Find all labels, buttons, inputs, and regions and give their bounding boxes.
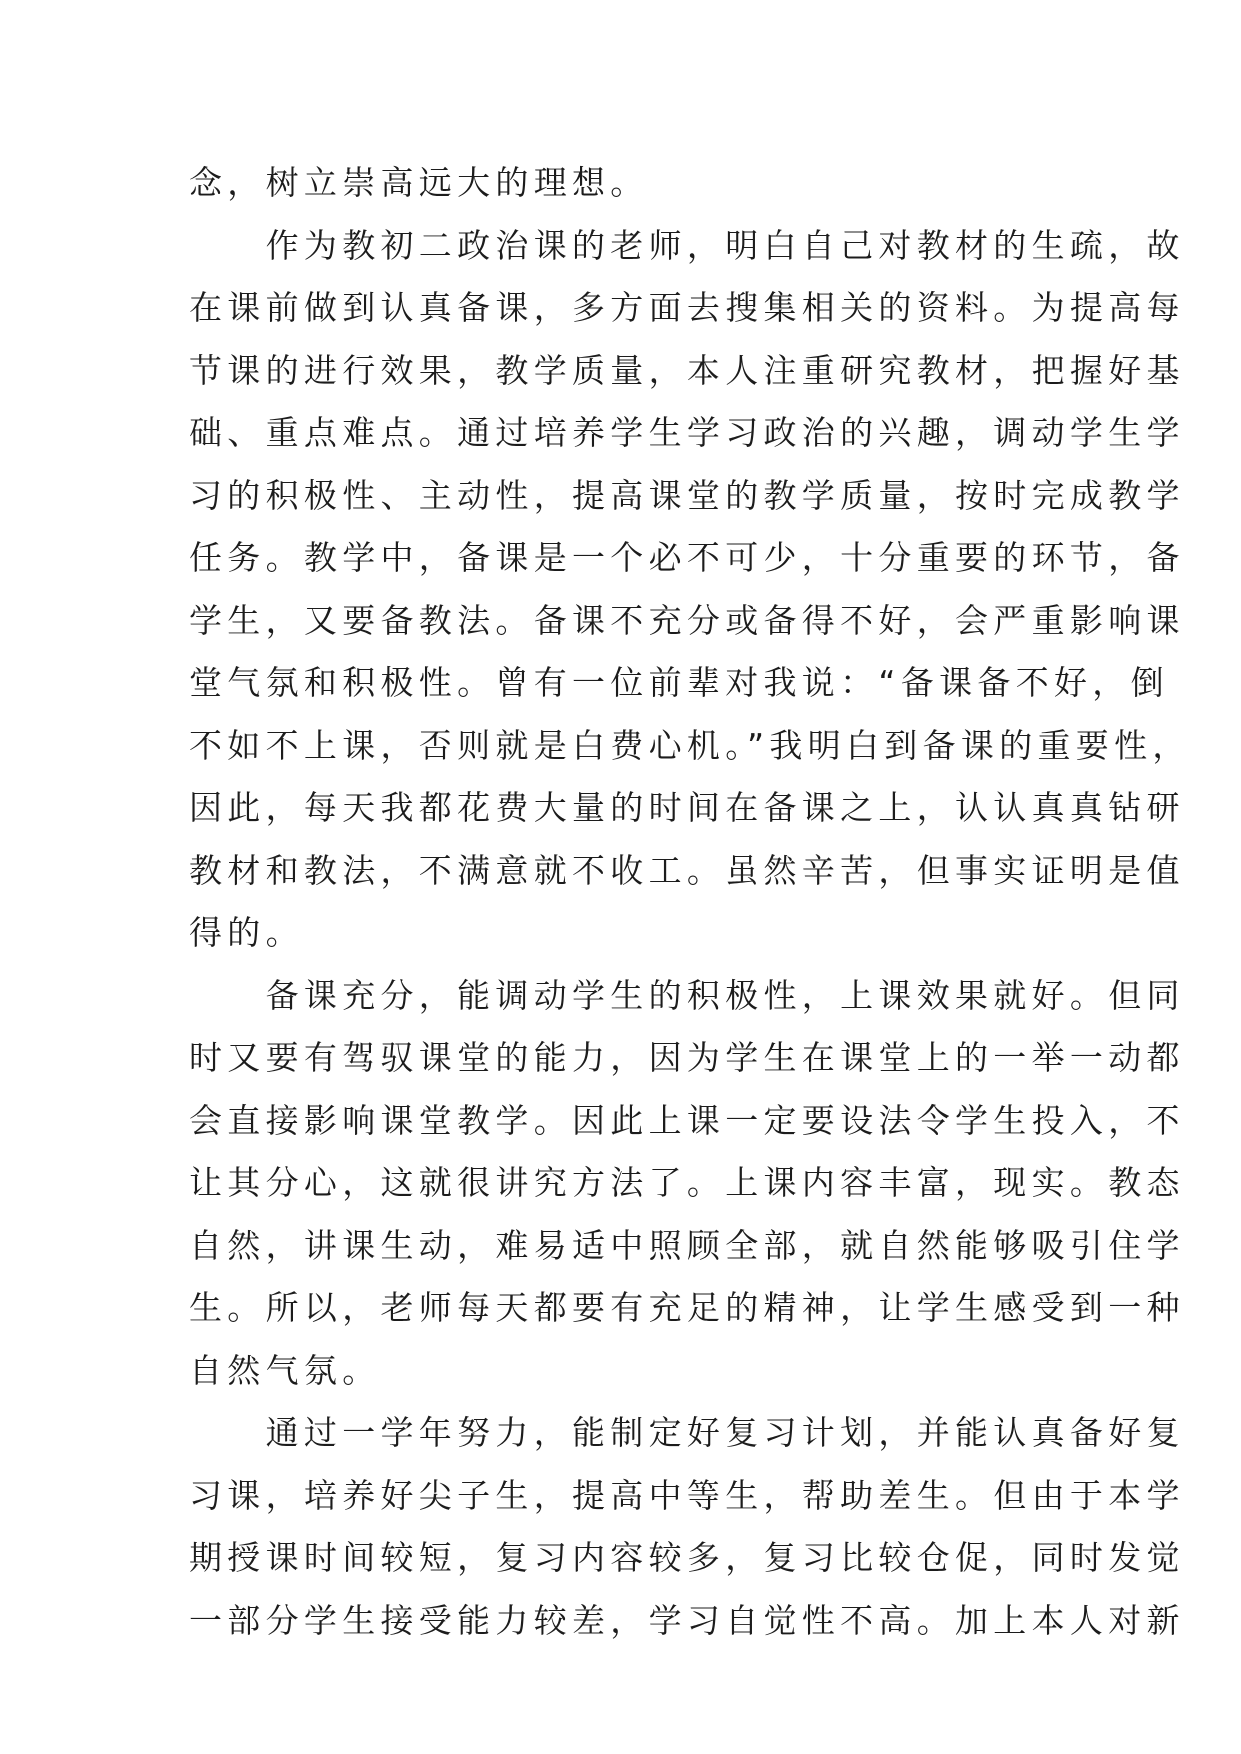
- text-line: 学生，又要备教法。备课不充分或备得不好，会严重影响课: [189, 600, 1185, 640]
- text-line: 习的积极性、主动性，提高课堂的教学质量，按时完成教学: [189, 475, 1185, 515]
- text-line: 通过一学年努力，能制定好复习计划，并能认真备好复: [189, 1413, 1185, 1452]
- text-line: 因此，每天我都花费大量的时间在备课之上，认认真真钻研: [189, 788, 1185, 827]
- text-line: 期授课时间较短，复习内容较多，复习比较仓促，同时发觉: [189, 1538, 1185, 1577]
- text-line: 任务。教学中，备课是一个必不可少，十分重要的环节，备: [189, 538, 1185, 577]
- text-line: 础、重点难点。通过培养学生学习政治的兴趣，调动学生学: [189, 413, 1185, 452]
- text-line: 备课充分，能调动学生的积极性，上课效果就好。但同: [189, 975, 1185, 1015]
- text-line: 生。所以，老师每天都要有充足的精神，让学生感受到一种: [189, 1288, 1185, 1327]
- text-line: 让其分心，这就很讲究方法了。上课内容丰富，现实。教态: [189, 1163, 1185, 1202]
- text-line: 时又要有驾驭课堂的能力，因为学生在课堂上的一举一动都: [189, 1038, 1185, 1077]
- text-line: 念，树立崇高远大的理想。: [189, 163, 649, 202]
- text-line: 不如不上课，否则就是白费心机。”我明白到备课的重要性，: [189, 725, 1191, 765]
- text-line: 一部分学生接受能力较差，学习自觉性不高。加上本人对新: [189, 1600, 1185, 1640]
- text-line: 堂气氛和积极性。曾有一位前辈对我说：“备课备不好，倒: [189, 663, 1169, 702]
- text-line: 自然，讲课生动，难易适中照顾全部，就自然能够吸引住学: [189, 1225, 1185, 1265]
- text-line: 自然气氛。: [189, 1350, 381, 1390]
- text-line: 在课前做到认真备课，多方面去搜集相关的资料。为提高每: [189, 288, 1185, 327]
- text-line: 节课的进行效果，教学质量，本人注重研究教材，把握好基: [189, 350, 1185, 390]
- body-text: [189, 152, 1191, 1652]
- text-line: 得的。: [189, 913, 304, 952]
- text-line: 教材和教法，不满意就不收工。虽然辛苦，但事实证明是值: [189, 850, 1185, 890]
- text-line: 习课，培养好尖子生，提高中等生，帮助差生。但由于本学: [189, 1475, 1185, 1515]
- text-line: 会直接影响课堂教学。因此上课一定要设法令学生投入，不: [189, 1100, 1185, 1140]
- text-line: 作为教初二政治课的老师，明白自己对教材的生疏，故: [189, 225, 1185, 265]
